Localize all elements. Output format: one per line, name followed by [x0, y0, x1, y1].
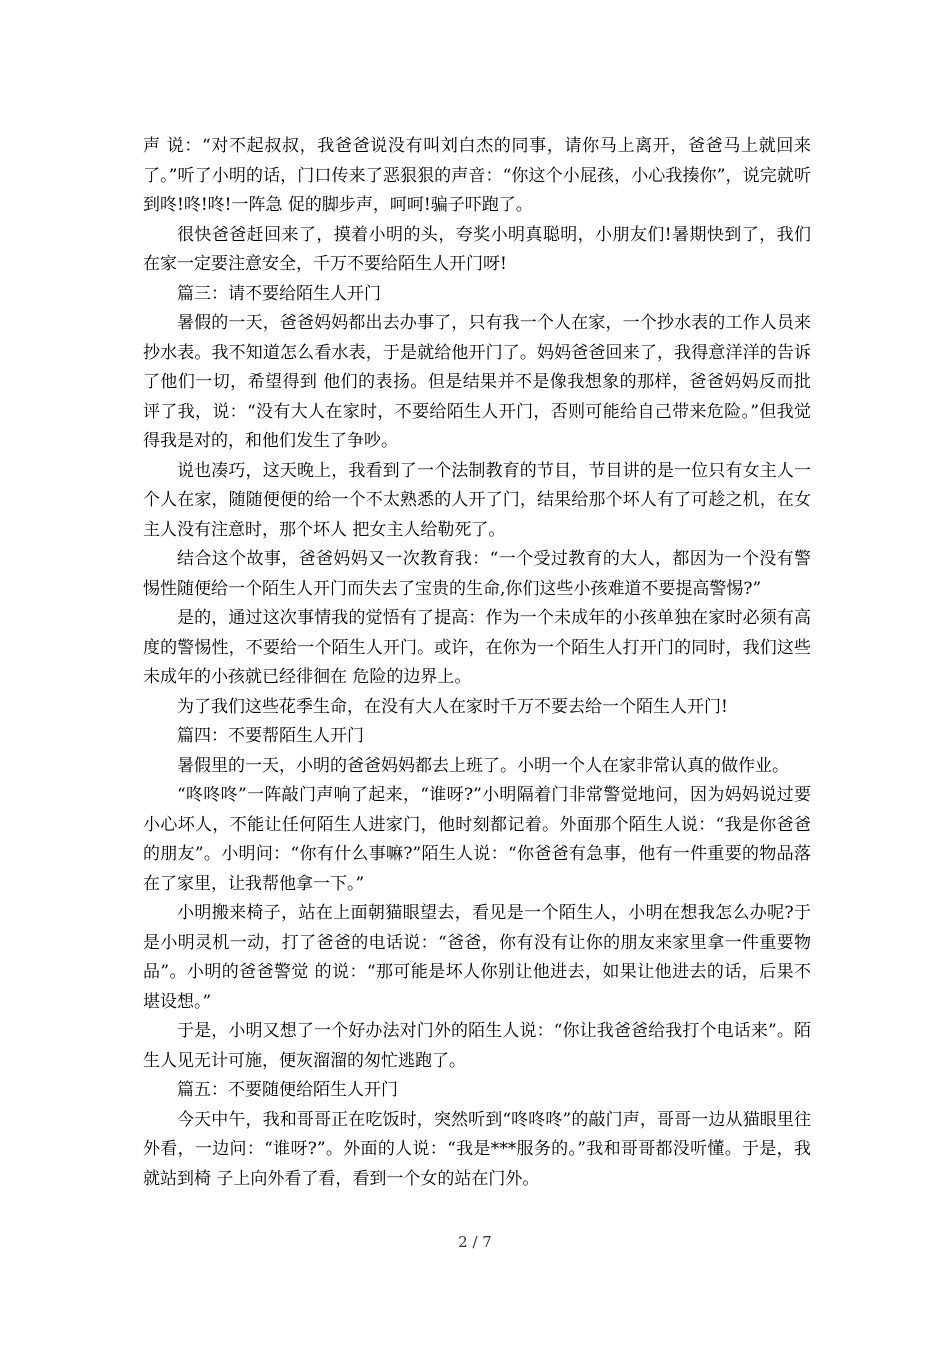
- paragraph: 为了我们这些花季生命，在没有大人在家时千万不要去给一个陌生人开门!: [177, 696, 728, 717]
- paragraph: 说也凑巧，这天晚上，我看到了一个法制教育的节目，节目讲的是一位只有女主人一个人在家，随随便便的给一个不太熟悉的人开了门，结果给那个坏人有了可趁之机，在女主人没有注意时，那个坏人 把女主人给勒死了。: [143, 460, 811, 540]
- paragraph: 小明搬来椅子，站在上面朝猫眼望去，看见是一个陌生人，小明在想我怎么办呢?于是小明灵机一动，打了爸爸的电话说：“爸爸，你有没有让你的朋友来家里拿一件重要物品”。小明的爸爸警觉 的说：“那可能是坏人你别让他进去，如果让他进去的话，后果不堪设想。”: [143, 903, 811, 1012]
- paragraph: “咚咚咚”一阵敲门声响了起来，“谁呀?”小明隔着门非常警觉地问，因为妈妈说过要小心坏人，不能让任何陌生人进家门，他时刻都记着。外面那个陌生人说：“我是你爸爸的朋友”。小明问：“你有什么事嘛?”陌生人说：“你爸爸有急事，他有一件重要的物品落在了家里，让我帮他拿一下。”: [143, 785, 811, 894]
- page-number: 2 / 7: [458, 1233, 492, 1251]
- paragraph: 今天中午，我和哥哥正在吃饭时，突然听到“咚咚咚”的敲门声，哥哥一边从猫眼里往外看，一边问：“谁呀?”。外面的人说：“我是***服务的。”我和哥哥都没听懂。于是，我就站到椅 子上向外看了看，看到一个女的站在门外。: [143, 1109, 811, 1189]
- section-heading: 篇四：不要帮陌生人开门: [177, 726, 364, 746]
- paragraph: 是的，通过这次事情我的觉悟有了提高：作为一个未成年的小孩单独在家时必须有高度的警惕性，不要给一个陌生人开门。或许，在你为一个陌生人打开门的同时，我们这些未成年的小孩就已经徘徊在 危险的边界上。: [143, 608, 811, 687]
- paragraph: 暑假里的一天，小明的爸爸妈妈都去上班了。小明一个人在家非常认真的做作业。: [177, 755, 789, 776]
- paragraph: 暑假的一天，爸爸妈妈都出去办事了，只有我一个人在家，一个抄水表的工作人员来抄水表。我不知道怎么看水表，于是就给他开门了。妈妈爸爸回来了，我得意洋洋的告诉了他们一切，希望得到 他们的表扬。但是结果并不是像我想象的那样，爸爸妈妈反而批评了我，说：“没有大人在家时，不要给陌生人开门，否则可能给自己带来危险。”但我觉得我是对的，和他们发生了争吵。: [143, 313, 811, 451]
- paragraph: 结合这个故事，爸爸妈妈又一次教育我：“一个受过教育的大人，都因为一个没有警惕性随便给一个陌生人开门而失去了宝贵的生命,你们这些小孩难道不要提高警惕?”: [143, 549, 811, 599]
- paragraph: 很快爸爸赶回来了，摸着小明的头，夸奖小明真聪明，小朋友们!暑期快到了，我们在家一定要注意安全，千万不要给陌生人开门呀!: [143, 224, 811, 274]
- section-heading: 篇三：请不要给陌生人开门: [177, 283, 381, 304]
- paragraph: 于是，小明又想了一个好办法对门外的陌生人说：“你让我爸爸给我打个电话来”。陌生人见无计可施，便灰溜溜的匆忙逃跑了。: [143, 1021, 811, 1071]
- section-heading: 篇五：不要随便给陌生人开门: [177, 1080, 398, 1100]
- document-body: [143, 132, 811, 1194]
- paragraph: 声 说：“对不起叔叔，我爸爸说没有叫刘白杰的同事，请你马上离开，爸爸马上就回来了。”听了小明的话，门口传来了恶狠狠的声音：“你这个小屁孩，小心我揍你”，说完就听到咚!咚!咚!一阵急 促的脚步声，呵呵!骗子吓跑了。: [143, 136, 811, 215]
